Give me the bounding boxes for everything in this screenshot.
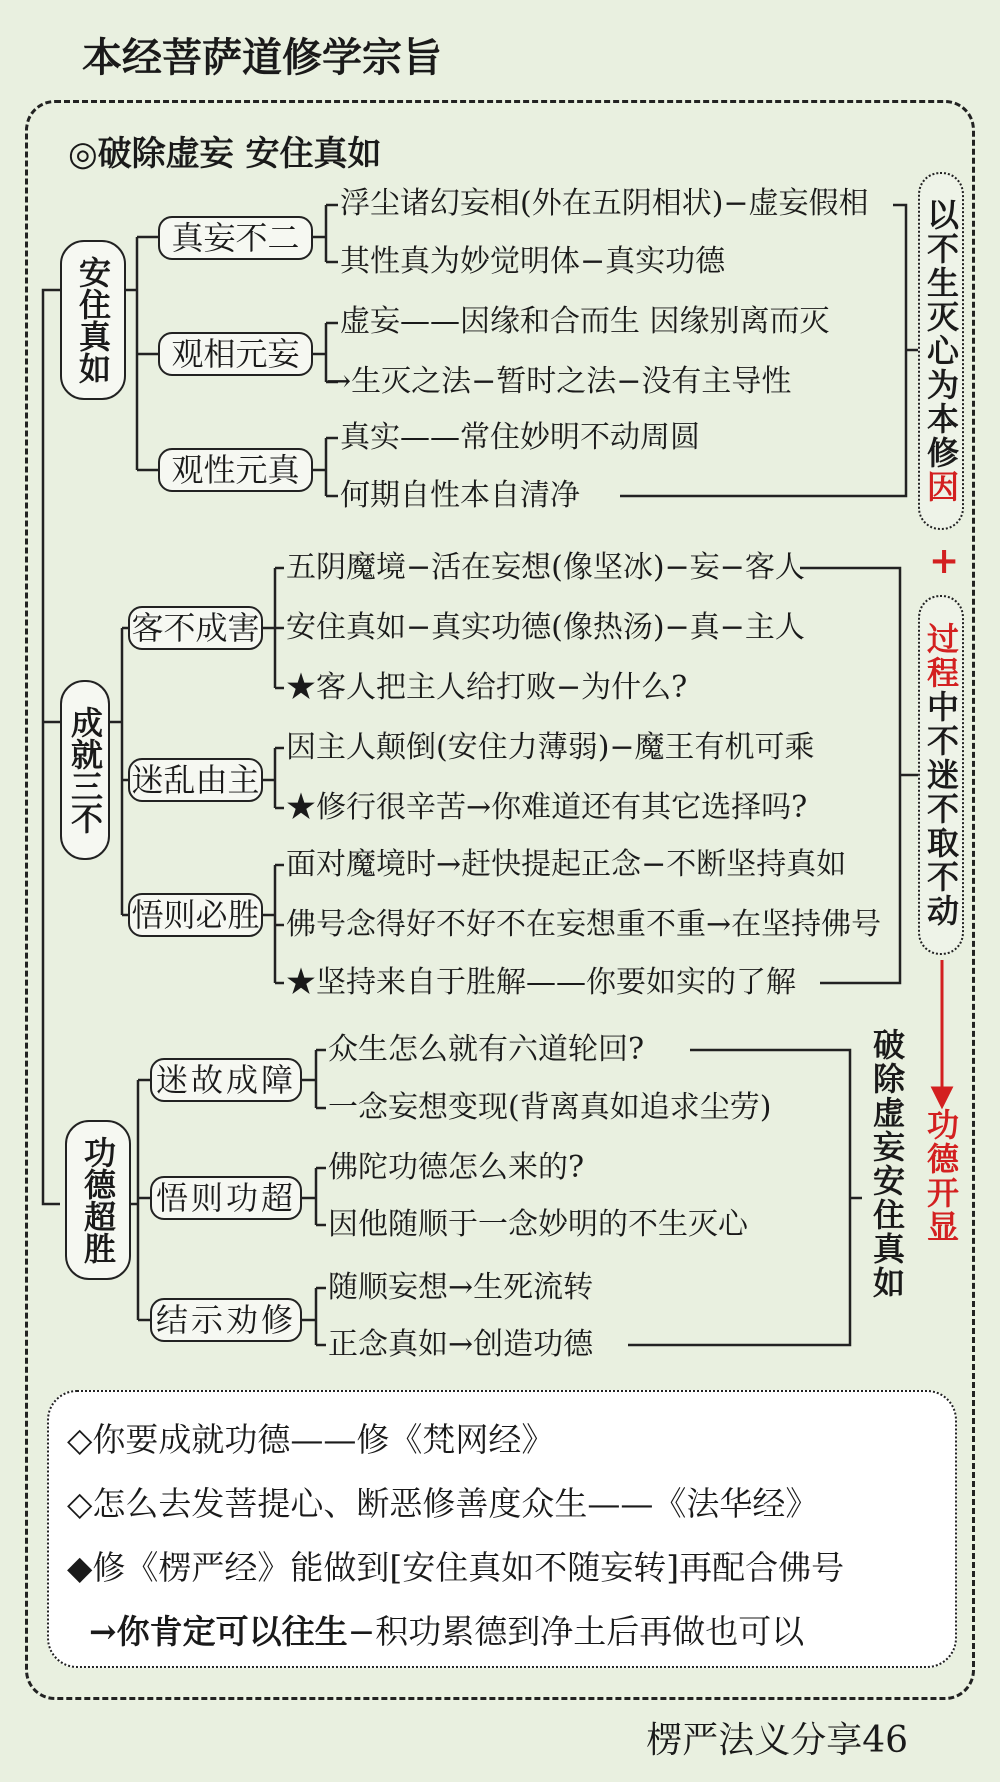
right-pill-process <box>918 595 964 955</box>
leaf-text: 真实——常住妙明不动周圆 <box>340 420 700 455</box>
pill-process-text: 中不迷不取不动 <box>922 690 960 928</box>
section-box-gongde-chaosheng: 功德超胜 <box>65 1120 131 1280</box>
leaf-text: 安住真如−真实功德(像热汤)−真−主人 <box>286 610 805 645</box>
summary-line-4-bold: →你肯定可以往生 <box>89 1612 348 1651</box>
leaf-text: 面对魔境时→赶快提起正念−不断坚持真如 <box>286 847 847 882</box>
leaf-text: 何期自性本自清净 <box>340 478 580 513</box>
pill-cause-text: 以不生灭心为本修 <box>922 198 960 470</box>
sub-box-wuze-gongchao: 悟则功超 <box>150 1176 302 1220</box>
pill-cause-red-text: 因 <box>922 470 960 504</box>
leaf-text: 佛陀功德怎么来的? <box>328 1150 585 1185</box>
sub-box-jieshi-quanxiu: 结示劝修 <box>150 1298 302 1342</box>
sub-box-wuze-bisheng: 悟则必胜 <box>128 893 263 937</box>
sub-box-zhenwang-buer: 真妄不二 <box>158 216 313 260</box>
leaf-text: ★修行很辛苦→你难道还有其它选择吗? <box>286 790 808 825</box>
leaf-text: ★坚持来自于胜解——你要如实的了解 <box>286 965 796 1000</box>
leaf-text: 其性真为妙觉明体−真实功德 <box>340 244 726 279</box>
footer-caption: 楞严法义分享46 <box>646 1720 908 1761</box>
page-title: 本经菩萨道修学宗旨 <box>82 35 442 81</box>
sub-box-migu-chengzhang: 迷故成障 <box>150 1058 302 1102</box>
sub-box-guanxing-yuanzhen: 观性元真 <box>158 448 313 492</box>
sub-box-miluan-youzhu: 迷乱由主 <box>128 758 263 802</box>
sub-box-guanxiang-yuanwang: 观相元妄 <box>158 332 313 376</box>
leaf-text: 众生怎么就有六道轮回? <box>328 1032 645 1067</box>
leaf-text: 随顺妄想→生死流转 <box>328 1270 594 1305</box>
summary-line-2: ◇怎么去发菩提心、断恶修善度众生——《法华经》 <box>67 1484 819 1523</box>
leaf-text: 佛号念得好不好不在妄想重不重→在坚持佛号 <box>286 907 882 942</box>
summary-line-3: ◆修《楞严经》能做到[安住真如不随妄转]再配合佛号 <box>67 1548 845 1587</box>
section-box-anzhu-zhenru: 安住真如 <box>60 240 126 400</box>
leaf-text: 因主人颠倒(安住力薄弱)−魔王有机可乘 <box>286 730 815 765</box>
summary-line-4 <box>89 1606 804 1653</box>
leaf-text: 五阴魔境−活在妄想(像坚冰)−妄−客人 <box>286 550 805 585</box>
sub-box-kebu-chenghai: 客不成害 <box>128 606 263 650</box>
leaf-text: 一念妄想变现(背离真如追求尘劳) <box>328 1090 772 1125</box>
leaf-text: 浮尘诸幻妄相(外在五阴相状)−虚妄假相 <box>340 186 869 221</box>
summary-line-1: ◇你要成就功德——修《梵网经》 <box>67 1420 555 1459</box>
plus-sign: + <box>929 540 960 582</box>
leaf-text: 虚妄——因缘和合而生 因缘别离而灭 <box>340 304 830 339</box>
summary-box <box>47 1390 957 1668</box>
merit-manifest-text: 功德开显 <box>922 1108 960 1244</box>
diagram-subtitle: ◎破除虚妄 安住真如 <box>68 134 382 174</box>
section-box-chengjiu-sanbu: 成就三不 <box>60 680 110 860</box>
summary-line-4-rest: −积功累德到净土后再做也可以 <box>347 1612 805 1651</box>
leaf-text: 正念真如→创造功德 <box>328 1327 594 1362</box>
leaf-text: 因他随顺于一念妙明的不生灭心 <box>328 1207 748 1242</box>
right-pill-cause <box>918 172 964 530</box>
leaf-text: →生灭之法−暂时之法−没有主导性 <box>326 364 792 399</box>
leaf-text: ★客人把主人给打败−为什么? <box>286 670 688 705</box>
conclusion-text: 破除虚妄安住真如 <box>868 1028 906 1300</box>
pill-process-red-text: 过程 <box>922 622 960 690</box>
